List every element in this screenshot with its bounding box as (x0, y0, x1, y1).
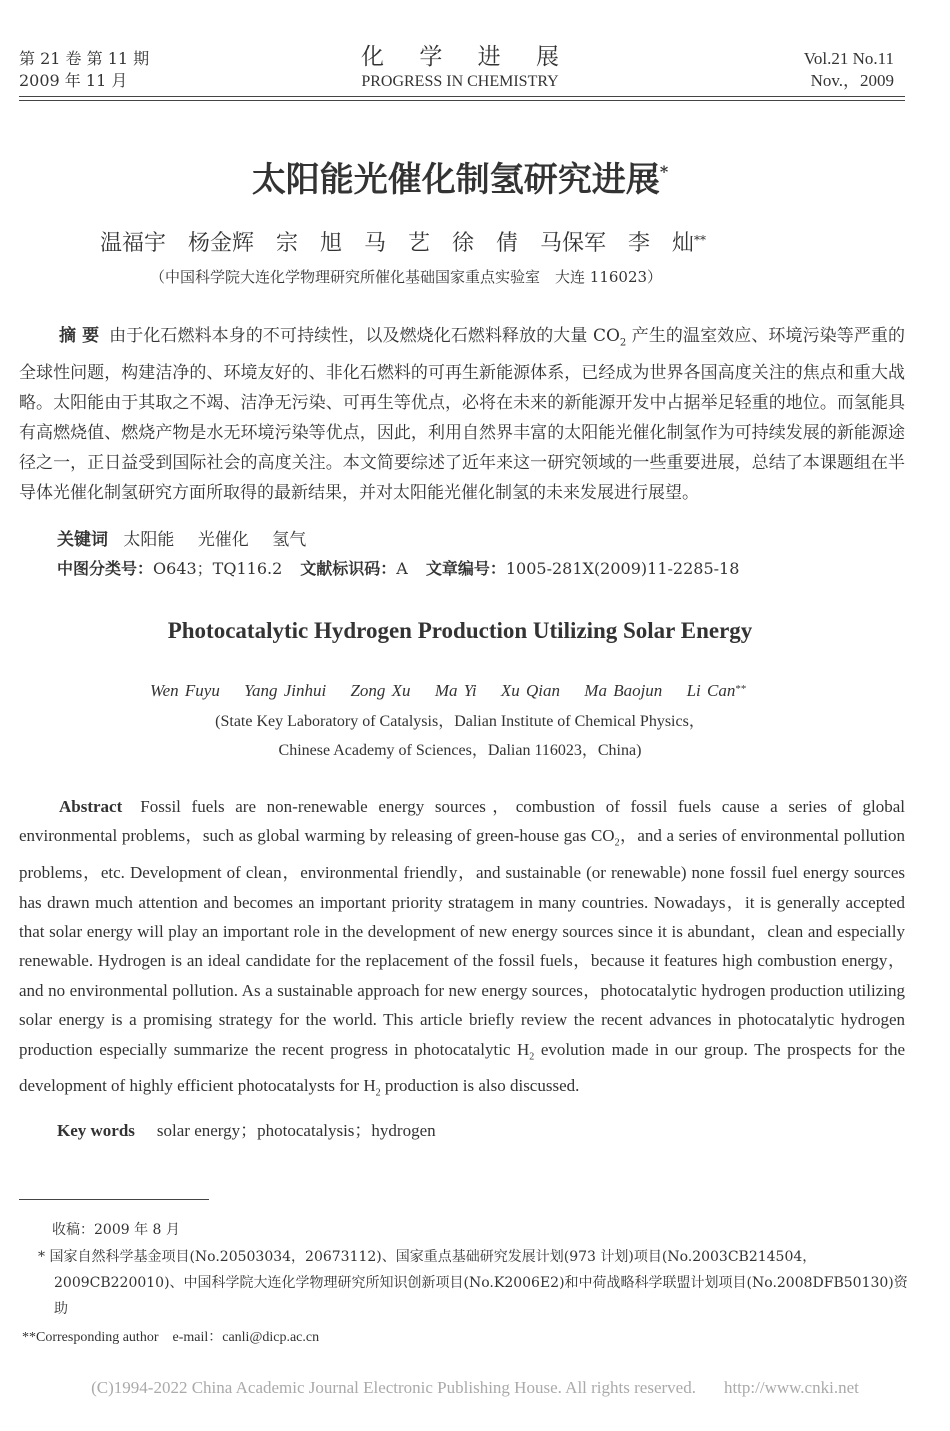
doc-code-label: 文献标识码： (300, 559, 397, 578)
authors-en (150, 678, 790, 704)
doc-code-value: A (396, 559, 408, 578)
author-en: Zong Xu (350, 681, 411, 700)
author-en: Ma Baojun (584, 681, 663, 700)
copyright-url[interactable]: http://www.cnki.net (723, 1378, 859, 1397)
abstract-en-text-1: Fossil fuels are non-renewable energy sources，combustion of fossil fuels cause a series of global environmental problems，such as global warming by releasing of green-house gas CO (19, 797, 905, 846)
clc-label: 中图分类号： (57, 559, 154, 578)
clc-value: O643；TQ116.2 (153, 559, 283, 578)
title-cn-text: 太阳能光催化制氢研究进展 (251, 160, 660, 200)
journal-name-en: PROGRESS IN CHEMISTRY (361, 73, 559, 90)
keywords-cn-label: 关键词 (57, 530, 108, 550)
keywords-en-value: solar energy；photocatalysis；hydrogen (156, 1121, 436, 1140)
classification-cn (57, 555, 739, 583)
journal-name (290, 42, 630, 92)
author-en: Yang Jinhui (244, 681, 327, 700)
abstract-cn-label: 摘要 (59, 326, 106, 346)
authors-cn (100, 228, 820, 260)
header-volume-en (804, 48, 894, 92)
footnote-received: 收稿：2009 年 8 月 (52, 1222, 180, 1238)
title-en: Photocatalytic Hydrogen Production Utilizing Solar Energy (167, 618, 753, 643)
title-cn (0, 156, 920, 204)
keyword-cn: 太阳能 (123, 530, 175, 550)
footnote-funding: * 国家自然科学基金项目(No.20503034，20673112)、国家重点基础研究发展计划(973 计划)项目(No.2003CB214504，2009CB220010)、中国科学院大连化学物理研究所知识创新项目(No.K2006E2)和中荷战略科学联盟计划项目(No.2008DFB50130)资助 (38, 1249, 908, 1317)
date-cn: 2009 年 11 月 (19, 71, 128, 90)
footnote-rule (19, 1199, 209, 1200)
authors-cn-mark: ** (694, 233, 707, 247)
copyright-watermark (0, 1376, 950, 1400)
journal-name-cn: 化 学 进 展 (361, 44, 573, 70)
abstract-en-sub-2: 2 (529, 1051, 535, 1063)
date-en: Nov.，2009 (810, 71, 894, 90)
abstract-en (19, 792, 905, 1108)
abstract-cn-text-2: 产生的温室效应、环境污染等严重的全球性问题，构建洁净的、环境友好的、非化石燃料的可再生新能源体系，已经成为世界各国高度关注的焦点和重大战略。太阳能由于其取之不竭、洁净无污染、可再生等优点，必将在未来的新能源开发中占据举足轻重的地位。而氢能具有高燃烧值、燃烧产物是水无环境污染等优点，因此，利用自然界丰富的太阳能光催化制氢作为可持续发展的新能源途径之一，正日益受到国际社会的高度关注。本文简要综述了近年来这一研究领域的一些重要进展，总结了本课题组在半导体光催化制氢研究方面所取得的最新结果，并对太阳能光催化制氢的未来发展进行展望。 (19, 326, 905, 504)
keywords-en (57, 1117, 436, 1145)
author-en: Wen Fuyu (150, 681, 220, 700)
header-rule-bottom (19, 100, 905, 101)
abstract-en-text-2: ，and a series of environmental pollution problems，etc. Development of clean，environmental friendly，and sustainable (or renewable) none fossil fuel energy sources has drawn much attention and becomes an important priority stratagem in many countries. Nowadays，it is generally accepted that solar energy will play an important role in the development of new energy sources since it is abundant，clean and especially renewable. Hydrogen is an ideal candidate for the replacement of the fossil fuels，because it features high combustion energy，and no environmental pollution. As a sustainable approach for new energy sources，photocatalytic hydrogen production utilizing solar energy is a promising strategy for the world. This article briefly review the recent advances in photocatalytic hydrogen production especially summarize the recent progress in photocatalytic H (19, 826, 905, 1059)
keyword-cn: 氢气 (272, 530, 307, 550)
keyword-cn: 光催化 (197, 530, 249, 550)
title-cn-footnote-mark: * (659, 162, 669, 181)
volume-issue-en: Vol.21 No.11 (803, 49, 894, 68)
abstract-en-label: Abstract (59, 797, 123, 816)
author-en: Xu Qian (500, 681, 561, 700)
affiliation-en (0, 707, 920, 765)
keywords-en-label: Key words (57, 1121, 135, 1140)
abstract-cn-sub: 2 (619, 337, 627, 349)
author-en: Ma Yi (434, 681, 477, 700)
abstract-en-text-3: evolution made in our group. The prospects for the development of highly efficient photocatalysts for H (19, 1039, 905, 1096)
abstract-cn-text-1: 由于化石燃料本身的不可持续性，以及燃烧化石燃料释放的大量 CO (109, 326, 620, 346)
abstract-en-sub-3: 2 (375, 1087, 381, 1099)
affiliation-en-line2: Chinese Academy of Sciences，Dalian 116023，China) (278, 742, 642, 759)
footnote-corresponding: **Corresponding author e-mail：canli@dicp.ac.cn (22, 1330, 320, 1345)
abstract-cn (19, 321, 905, 508)
copyright-text: (C)1994-2022 China Academic Journal Electronic Publishing House. All rights reserved. (91, 1378, 696, 1397)
volume-issue-cn: 第 21 卷 第 11 期 (19, 49, 150, 68)
article-number-value: 1005-281X(2009)11-2285-18 (505, 559, 740, 578)
affiliation-cn: （中国科学院大连化学物理研究所催化基础国家重点实验室 大连 116023） (150, 268, 663, 286)
header-volume-cn (19, 48, 149, 92)
keywords-cn (57, 526, 324, 554)
authors-en-mark: ** (735, 683, 747, 695)
abstract-en-text-4: production is also discussed. (380, 1076, 580, 1096)
abstract-en-sub-1: 2 (614, 837, 620, 849)
author-en: Li Can (686, 681, 736, 700)
article-number-label: 文章编号： (425, 559, 506, 578)
authors-cn-text: 温福宇 杨金辉 宗 旭 马 艺 徐 倩 马保军 李 灿 (100, 231, 695, 256)
header-rule-top (19, 96, 905, 97)
affiliation-en-line1: (State Key Laboratory of Catalysis，Dalian Institute of Chemical Physics， (215, 713, 705, 730)
